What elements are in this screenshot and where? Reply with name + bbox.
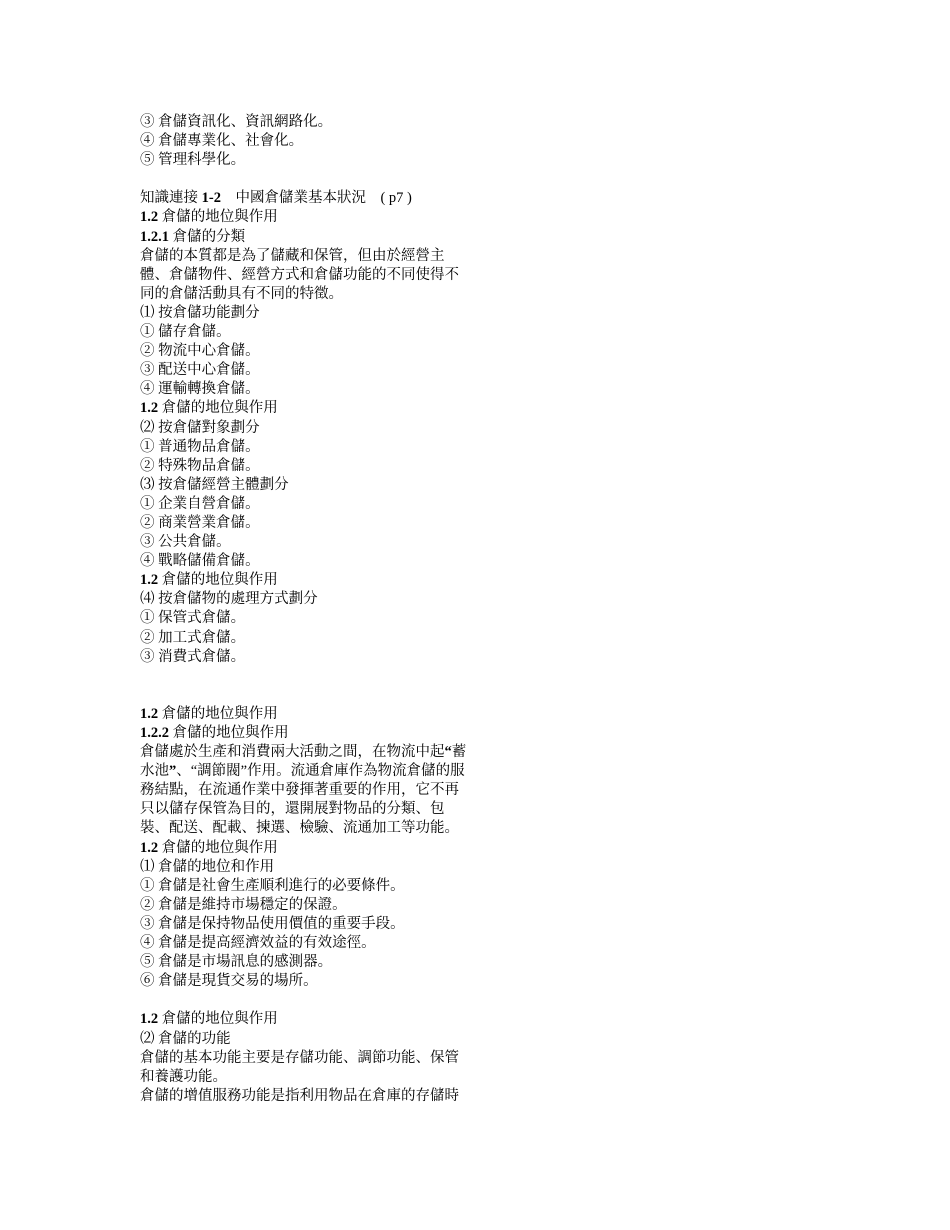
line-text: ① 儲存倉儲。 (140, 324, 231, 341)
line-text: 倉儲的地位與作用 (158, 572, 278, 589)
text-line (140, 648, 560, 667)
bold-text: 1.2 (140, 572, 159, 589)
line-text: ⑴ 倉儲的地位和作用 (140, 858, 275, 875)
text-line (140, 571, 560, 590)
text-line (140, 1049, 560, 1068)
text-line (140, 915, 560, 934)
text-line (140, 972, 560, 991)
line-text: ③ 配送中心倉儲。 (140, 362, 260, 379)
text-line (140, 1030, 560, 1049)
bold-text: 1.2 (140, 400, 159, 417)
line-text: ② 商業營業倉儲。 (140, 514, 260, 531)
text-line (140, 342, 560, 361)
line-text: ③ 倉儲是保持物品使用價值的重要手段。 (140, 915, 405, 932)
document-body (140, 113, 560, 1106)
line-text: 倉儲的增值服務功能是指利用物品在倉庫的存儲時 (140, 1087, 459, 1104)
line-text: 只以儲存保管為目的，還開展對物品的分類、包 (140, 801, 445, 818)
line-text: ⑷ 按倉儲物的處理方式劃分 (140, 591, 318, 608)
text-line (140, 266, 560, 285)
line-text: 蓄 (451, 744, 467, 761)
text-line (140, 839, 560, 858)
text-line (140, 285, 560, 304)
text-line (140, 304, 560, 323)
line-text: 中國倉儲業基本狀況 ( p7 ) (220, 190, 412, 207)
text-line (140, 609, 560, 628)
line-text: ⑤ 管理科學化。 (140, 152, 246, 169)
text-line (140, 151, 560, 170)
text-line (140, 781, 560, 800)
line-text: ① 企業自營倉儲。 (140, 495, 260, 512)
text-line (140, 724, 560, 743)
line-text: ① 倉儲是社會生產順利進行的必要條件。 (140, 877, 405, 894)
text-line (140, 800, 560, 819)
line-text: 倉儲的地位與作用 (158, 839, 278, 856)
text-line (140, 514, 560, 533)
line-text: ④ 倉儲專業化、社會化。 (140, 133, 304, 150)
text-line (140, 189, 560, 208)
text-line (140, 361, 560, 380)
line-text: 水池 (140, 763, 169, 780)
line-text: ① 普通物品倉儲。 (140, 438, 260, 455)
line-text: ① 保管式倉儲。 (140, 610, 246, 627)
blank-line (140, 991, 560, 1010)
text-line (140, 629, 560, 648)
text-line (140, 590, 560, 609)
line-text: ⑤ 倉儲是市場訊息的感測器。 (140, 954, 333, 971)
text-line (140, 1087, 560, 1106)
line-text: ⑵ 按倉儲對象劃分 (140, 419, 260, 436)
line-text: 務結點，在流通作業中發揮著重要的作用，它不再 (140, 782, 459, 799)
line-text: 、“調節閥”作用。流通倉庫作為物流倉儲的服 (176, 763, 465, 780)
text-line (140, 934, 560, 953)
blank-line (140, 667, 560, 705)
line-text: 倉儲的地位與作用 (158, 1011, 278, 1028)
line-text: ② 物流中心倉儲。 (140, 343, 260, 360)
line-text: 倉儲的分類 (169, 228, 246, 245)
line-text: 倉儲的本質都是為了儲藏和保管，但由於經營主 (140, 247, 445, 264)
text-line (140, 762, 560, 781)
bold-text: 1.2.2 (140, 725, 169, 741)
line-text: ④ 倉儲是提高經濟效益的有效途徑。 (140, 935, 376, 952)
text-line (140, 438, 560, 457)
bold-text: 1.2 (140, 839, 159, 856)
line-text: 體、倉儲物件、經營方式和倉儲功能的不同使得不 (140, 266, 459, 283)
text-line (140, 323, 560, 342)
bold-text: 1.2 (140, 209, 159, 226)
blank-line (140, 170, 560, 189)
line-text: ⑶ 按倉儲經營主體劃分 (140, 476, 289, 493)
line-text: 倉儲的基本功能主要是存儲功能、調節功能、保管 (140, 1049, 459, 1066)
text-line (140, 419, 560, 438)
text-line (140, 743, 560, 762)
bold-text: 1.2.1 (140, 228, 169, 245)
text-line (140, 208, 560, 227)
line-text: 倉儲處於生產和消費兩大活動之間，在物流中起 (140, 744, 445, 761)
text-line (140, 476, 560, 495)
line-text: ④ 運輸轉換倉儲。 (140, 381, 260, 398)
bold-text: 1-2 (201, 190, 221, 207)
text-line (140, 896, 560, 915)
line-text: ④ 戰略儲備倉儲。 (140, 553, 260, 570)
line-text: ③ 倉儲資訊化、資訊網路化。 (140, 114, 333, 130)
text-line (140, 399, 560, 418)
text-line (140, 858, 560, 877)
line-text: ② 特殊物品倉儲。 (140, 457, 260, 474)
text-line (140, 877, 560, 896)
line-text: 和養護功能。 (140, 1068, 227, 1085)
line-text: ② 加工式倉儲。 (140, 629, 246, 646)
text-line (140, 533, 560, 552)
text-line (140, 132, 560, 151)
line-text: ③ 公共倉儲。 (140, 534, 231, 551)
text-line (140, 228, 560, 247)
text-line (140, 247, 560, 266)
line-text: ⑥ 倉儲是現貨交易的場所。 (140, 973, 318, 990)
line-text: 倉儲的地位與作用 (169, 725, 289, 741)
text-line (140, 705, 560, 724)
bold-text: ” (169, 763, 177, 780)
line-text: 知識連接 (140, 190, 202, 207)
bold-text: 1.2 (140, 705, 159, 722)
text-line (140, 1068, 560, 1087)
text-line (140, 380, 560, 399)
line-text: 倉儲的地位與作用 (158, 400, 278, 417)
line-text: 同的倉儲活動具有不同的特徵。 (140, 285, 343, 302)
text-line (140, 1010, 560, 1029)
text-line (140, 113, 560, 132)
line-text: ⑴ 按倉儲功能劃分 (140, 304, 260, 321)
line-text: 裝、配送、配載、揀選、檢驗、流通加工等功能。 (140, 820, 459, 837)
line-text: ⑵ 倉儲的功能 (140, 1030, 231, 1047)
text-line (140, 495, 560, 514)
line-text: ③ 消費式倉儲。 (140, 648, 246, 665)
text-line (140, 457, 560, 476)
line-text: 倉儲的地位與作用 (158, 209, 278, 226)
text-line (140, 953, 560, 972)
text-line (140, 819, 560, 838)
bold-text: 1.2 (140, 1011, 159, 1028)
line-text: ② 倉儲是維持市場穩定的保證。 (140, 896, 347, 913)
bold-text: “ (444, 744, 452, 761)
line-text: 倉儲的地位與作用 (158, 705, 278, 722)
text-line (140, 552, 560, 571)
